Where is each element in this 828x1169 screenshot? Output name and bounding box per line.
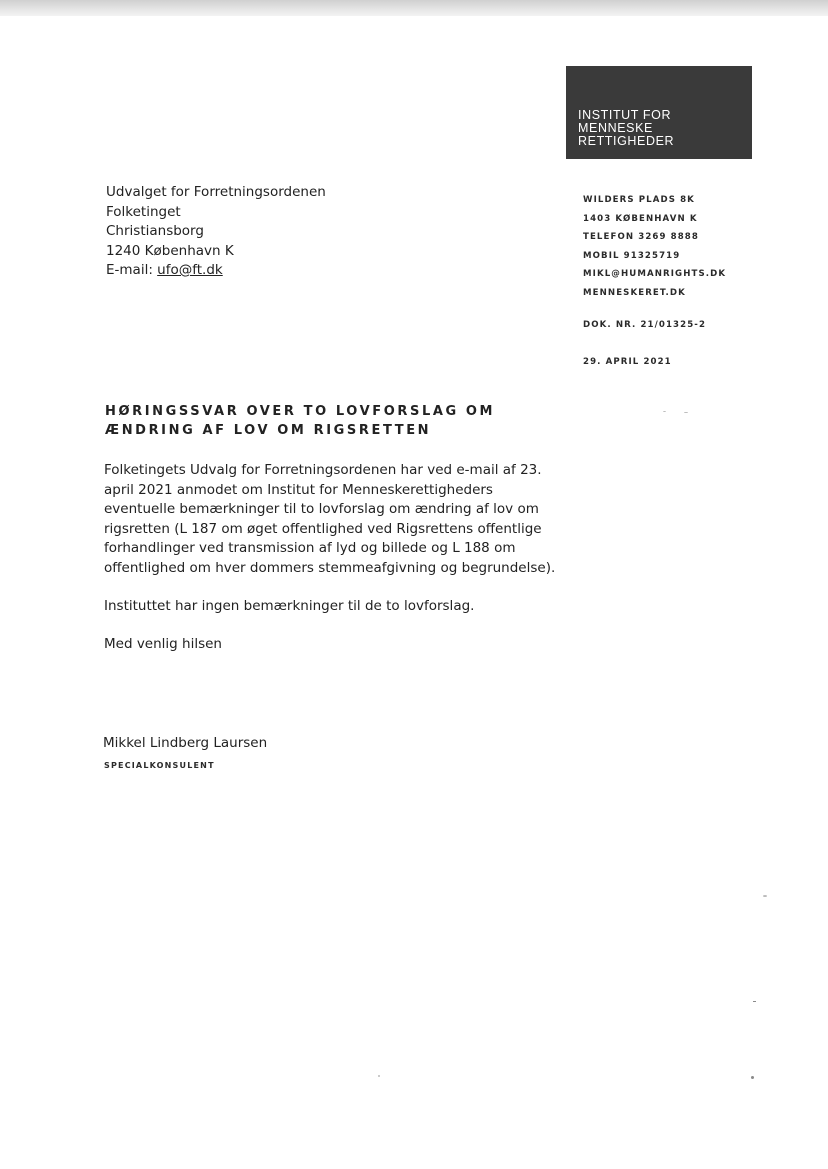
institute-logo — [566, 66, 752, 159]
recipient-email-line — [106, 261, 326, 281]
scan-speck — [751, 1076, 754, 1079]
document-number: DOK. NR. 21/01325-2 — [583, 320, 707, 330]
scan-speck — [378, 1075, 380, 1077]
logo-text — [578, 109, 674, 148]
scan-speck — [753, 1001, 756, 1002]
recipient-line: Christiansborg — [106, 223, 204, 239]
body-paragraph-2: Instituttet har ingen bemærkninger til de to lovforslag. — [104, 598, 475, 614]
body-paragraph-1: Folketingets Udvalg for Forretningsordenen har ved e-mail af 23. april 2021 anmodet om Institut for Menneskerettigheders eventuelle bemærkninger til to lovforslag om ændring af lov om rigsretten (L 187 om øget offentlighed ved Rigsrettens offentlige forhandlinger ved transmission af lyd og billede og L 188 om offentlighed om hver dommers stemmeafgivning og begrundelse). — [104, 462, 556, 576]
sender-contact-block — [583, 191, 726, 302]
email-label: E-mail: — [106, 262, 153, 278]
recipient-line: 1240 København K — [106, 242, 234, 259]
contact-email[interactable]: MIKL@HUMANRIGHTS.DK — [583, 269, 727, 279]
recipient-line: Udvalget for Forretningsordenen — [106, 184, 326, 200]
logo-line: INSTITUT FOR — [578, 108, 672, 122]
contact-city: 1403 KØBENHAVN K — [583, 213, 698, 224]
recipient-address — [106, 183, 326, 281]
contact-address: WILDERS PLADS 8K — [583, 195, 695, 205]
logo-line: RETTIGHEDER — [578, 134, 675, 148]
letter-heading: HØRINGSSVAR OVER TO LOVFORSLAG OM ÆNDRING AF LOV OM RIGSRETTEN — [105, 404, 496, 438]
letter-date: 29. APRIL 2021 — [583, 357, 672, 367]
recipient-line: Folketinget — [106, 203, 181, 220]
contact-mobile: MOBIL 91325719 — [583, 250, 681, 261]
contact-phone: TELEFON 3269 8888 — [583, 232, 699, 242]
scan-speck — [763, 895, 767, 897]
signer-name: Mikkel Lindberg Laursen — [103, 735, 268, 751]
scan-speck — [663, 411, 666, 412]
email-link[interactable]: ufo@ft.dk — [157, 262, 223, 278]
scan-speck — [684, 412, 688, 413]
closing-phrase: Med venlig hilsen — [104, 636, 222, 652]
signer-title: SPECIALKONSULENT — [104, 761, 215, 770]
scan-top-edge — [0, 0, 828, 16]
logo-line: MENNESKE — [578, 121, 653, 135]
contact-website[interactable]: MENNESKERET.DK — [583, 287, 686, 298]
